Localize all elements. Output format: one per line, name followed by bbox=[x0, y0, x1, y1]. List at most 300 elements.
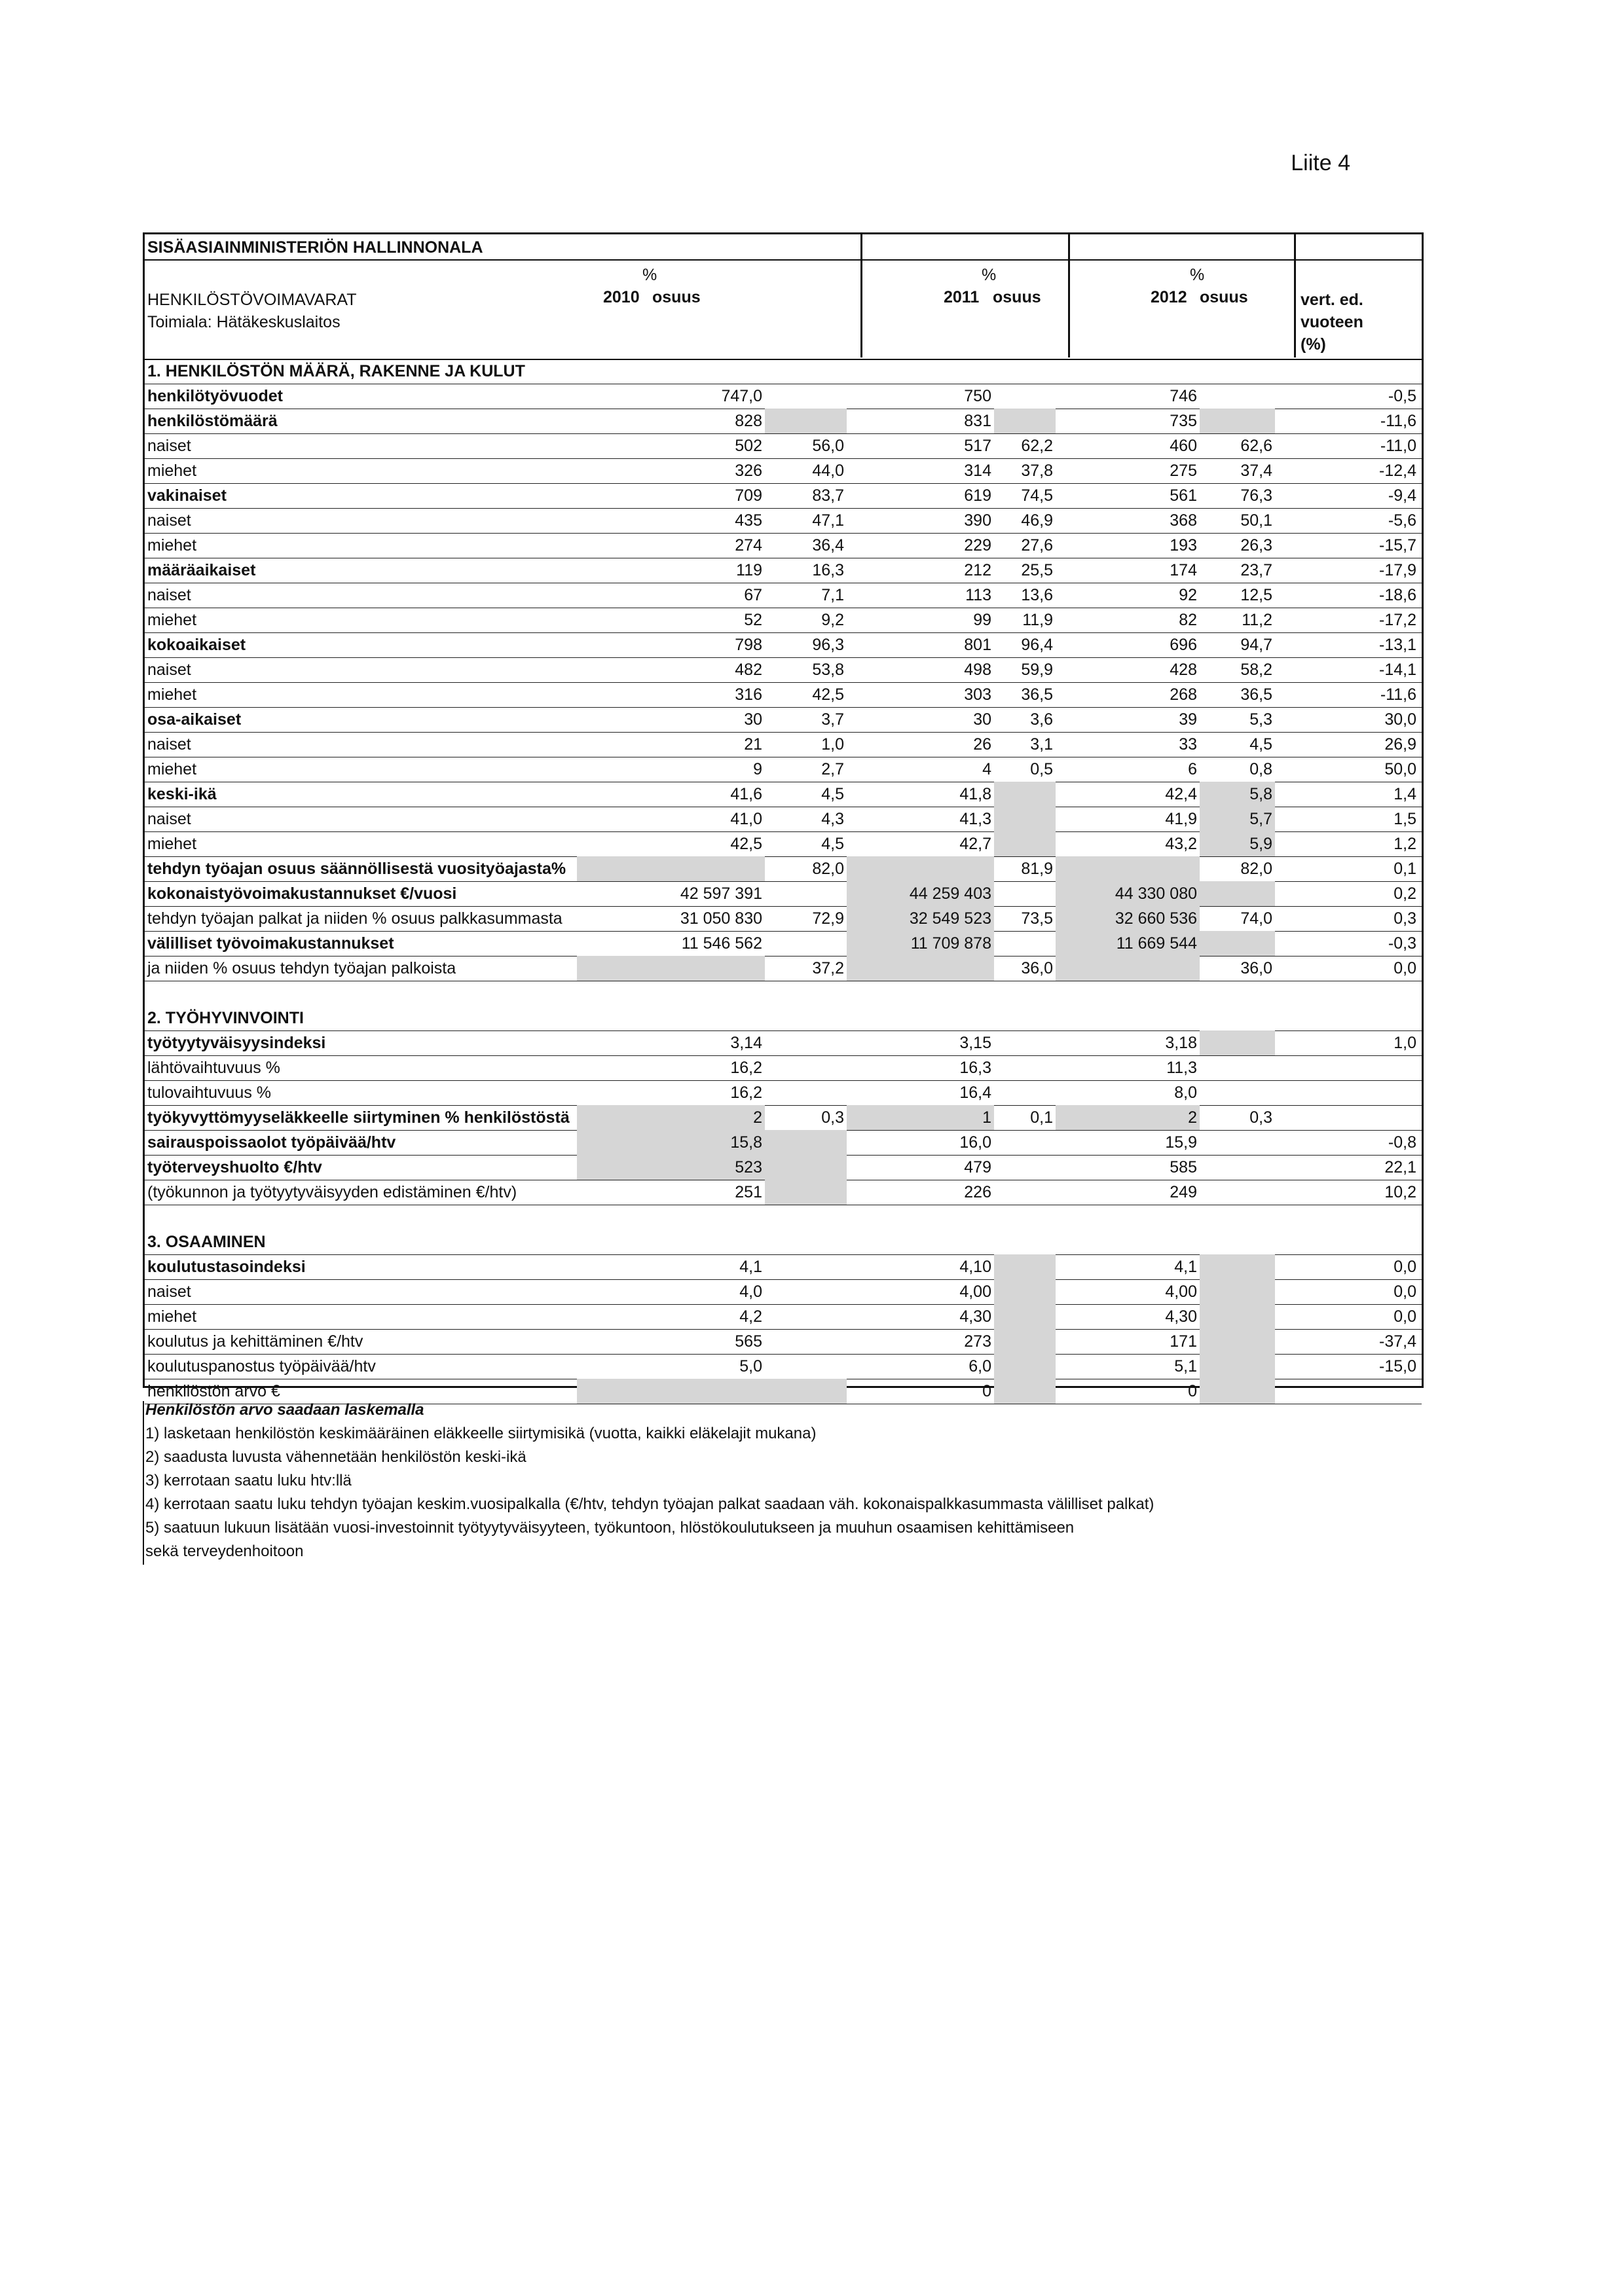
cell-vert: -11,0 bbox=[1380, 437, 1416, 455]
cell-p2010: 4,5 bbox=[821, 835, 844, 853]
row-label: miehet bbox=[147, 536, 197, 555]
cell-vert: -12,4 bbox=[1379, 462, 1416, 480]
table-row bbox=[145, 1105, 1422, 1130]
cell-v2012: 368 bbox=[1170, 511, 1197, 530]
row-label: osa-aikaiset bbox=[147, 710, 242, 729]
section-title: 3. OSAAMINEN bbox=[147, 1233, 266, 1251]
cell-v2010: 4,2 bbox=[739, 1307, 762, 1326]
table-row bbox=[145, 458, 1422, 483]
cell-p2011 bbox=[994, 1080, 1056, 1105]
cell-v2010: 482 bbox=[735, 661, 762, 679]
cell-v2012: 39 bbox=[1179, 710, 1197, 729]
cell-v2011 bbox=[847, 856, 994, 881]
cell-v2012: 11,3 bbox=[1166, 1059, 1197, 1077]
row-label: naiset bbox=[147, 511, 191, 530]
cell-v2012: 174 bbox=[1170, 561, 1197, 579]
cell-v2012 bbox=[1056, 856, 1200, 881]
table-row bbox=[145, 583, 1422, 608]
section-title-row bbox=[145, 1230, 1422, 1254]
cell-p2010 bbox=[765, 384, 847, 409]
row-label: koulutus ja kehittäminen €/htv bbox=[147, 1332, 363, 1351]
cell-p2012 bbox=[1200, 409, 1275, 433]
note-line: 4) kerrotaan saatu luku tehdyn työajan keskim.vuosipalkalla (€/htv, tehdyn työajan palkat saadaan väh. kokonaispalkkasummasta välilliset palkat) bbox=[145, 1495, 1154, 1513]
table-row bbox=[145, 1055, 1422, 1080]
cell-v2012: 561 bbox=[1170, 486, 1197, 505]
cell-p2011 bbox=[994, 881, 1056, 906]
cell-p2011: 25,5 bbox=[1021, 561, 1053, 579]
note-line: 5) saatuun lukuun lisätään vuosi-investoinnit työtyytyväisyyteen, työkuntoon, hlöstökoulutukseen ja muuhun osaamisen kehittämiseen bbox=[145, 1519, 1075, 1537]
row-label: sairauspoissaolot työpäivää/htv bbox=[147, 1133, 396, 1152]
year-header-2012: 2012 bbox=[1151, 288, 1187, 306]
table-row bbox=[145, 956, 1422, 981]
cell-v2011: 16,3 bbox=[959, 1059, 991, 1077]
cell-vert: -0,3 bbox=[1388, 934, 1416, 953]
cell-v2012: 32 660 536 bbox=[1056, 906, 1200, 931]
report-title: HENKILÖSTÖVOIMAVARAT bbox=[147, 291, 357, 309]
row-label: miehet bbox=[147, 685, 197, 704]
cell-p2012: 58,2 bbox=[1240, 661, 1272, 679]
table-row bbox=[145, 807, 1422, 831]
notes-margin-line bbox=[143, 1401, 144, 1565]
cell-p2010 bbox=[765, 1254, 847, 1279]
cell-p2012: 12,5 bbox=[1240, 586, 1272, 604]
cell-vert: -14,1 bbox=[1379, 661, 1416, 679]
cell-vert: 22,1 bbox=[1384, 1158, 1416, 1176]
cell-v2012: 249 bbox=[1170, 1183, 1197, 1201]
cell-p2010: 56,0 bbox=[812, 437, 844, 455]
cell-v2011: 619 bbox=[964, 486, 991, 505]
cell-v2010: 316 bbox=[735, 685, 762, 704]
cell-v2012: 3,18 bbox=[1165, 1034, 1197, 1052]
table-row bbox=[145, 1180, 1422, 1205]
row-label: tehdyn työajan osuus säännöllisestä vuosityöajasta% bbox=[147, 860, 566, 878]
cell-p2010: 16,3 bbox=[812, 561, 844, 579]
cell-p2012: 50,1 bbox=[1240, 511, 1272, 530]
cell-v2010: 4,1 bbox=[739, 1258, 762, 1276]
cell-v2011: 16,4 bbox=[959, 1084, 991, 1102]
cell-p2011: 36,5 bbox=[1021, 685, 1053, 704]
row-label: naiset bbox=[147, 1283, 191, 1301]
cell-p2010: 0,3 bbox=[821, 1108, 844, 1127]
cell-v2010: 251 bbox=[735, 1183, 762, 1201]
cell-p2011: 59,9 bbox=[1021, 661, 1053, 679]
cell-p2011 bbox=[994, 807, 1056, 831]
cell-p2011: 13,6 bbox=[1021, 586, 1053, 604]
cell-v2011: 42,7 bbox=[959, 835, 991, 853]
cell-p2012 bbox=[1200, 1329, 1275, 1354]
cell-v2012: 33 bbox=[1179, 735, 1197, 754]
cell-v2011: 41,3 bbox=[959, 810, 991, 828]
cell-v2011: 4,30 bbox=[959, 1307, 991, 1326]
pct-header-2012: % bbox=[1190, 266, 1205, 284]
row-label: koulutustasoindeksi bbox=[147, 1258, 306, 1276]
cell-p2012 bbox=[1200, 1155, 1275, 1180]
cell-p2012 bbox=[1200, 1279, 1275, 1304]
cell-p2010 bbox=[765, 1180, 847, 1205]
table-row bbox=[145, 757, 1422, 782]
cell-v2010: 52 bbox=[744, 611, 762, 629]
cell-v2011: 26 bbox=[973, 735, 991, 754]
personnel-resources-table bbox=[143, 232, 1424, 1400]
cell-v2012: 428 bbox=[1170, 661, 1197, 679]
cell-p2011: 11,9 bbox=[1022, 611, 1053, 629]
cell-v2011: 390 bbox=[964, 511, 991, 530]
cell-p2011 bbox=[994, 1180, 1056, 1205]
cell-p2010: 37,2 bbox=[812, 959, 844, 977]
col-divider-vert bbox=[1294, 234, 1296, 357]
cell-vert: -11,6 bbox=[1380, 412, 1416, 430]
cell-p2010 bbox=[765, 1379, 847, 1404]
cell-v2010: 16,2 bbox=[730, 1059, 762, 1077]
cell-p2010 bbox=[765, 881, 847, 906]
table-row bbox=[145, 856, 1422, 881]
table-row bbox=[145, 608, 1422, 632]
cell-vert: -9,4 bbox=[1388, 486, 1416, 505]
cell-vert: -17,9 bbox=[1379, 561, 1416, 579]
cell-v2010: 5,0 bbox=[739, 1357, 762, 1376]
row-label: miehet bbox=[147, 760, 197, 778]
cell-v2010: 828 bbox=[735, 412, 762, 430]
cell-v2011: 41,8 bbox=[959, 785, 991, 803]
cell-v2012: 460 bbox=[1170, 437, 1197, 455]
cell-v2010: 15,8 bbox=[577, 1130, 765, 1155]
table-row bbox=[145, 682, 1422, 707]
cell-p2012 bbox=[1200, 1304, 1275, 1329]
cell-v2011: 801 bbox=[964, 636, 991, 654]
cell-p2010 bbox=[765, 1155, 847, 1180]
cell-p2011: 46,9 bbox=[1021, 511, 1053, 530]
cell-p2010 bbox=[765, 1279, 847, 1304]
cell-v2011: 273 bbox=[964, 1332, 991, 1351]
row-label: vakinaiset bbox=[147, 486, 227, 505]
table-row bbox=[145, 782, 1422, 807]
row-label: koulutuspanostus työpäivää/htv bbox=[147, 1357, 376, 1376]
cell-vert: 50,0 bbox=[1384, 760, 1416, 778]
cell-v2010: 326 bbox=[735, 462, 762, 480]
header-divider bbox=[145, 259, 1422, 261]
cell-p2011 bbox=[994, 1254, 1056, 1279]
cell-vert: 26,9 bbox=[1384, 735, 1416, 754]
cell-p2012: 0,8 bbox=[1249, 760, 1272, 778]
cell-v2010: 41,6 bbox=[730, 785, 762, 803]
cell-v2011: 479 bbox=[964, 1158, 991, 1176]
table-row bbox=[145, 732, 1422, 757]
cell-vert: 0,2 bbox=[1393, 884, 1416, 903]
cell-vert: 1,0 bbox=[1393, 1034, 1416, 1052]
cell-p2012 bbox=[1200, 931, 1275, 956]
cell-p2012: 62,6 bbox=[1240, 437, 1272, 455]
cell-p2011 bbox=[994, 1354, 1056, 1379]
row-label: naiset bbox=[147, 810, 191, 828]
table-row bbox=[145, 1329, 1422, 1354]
table-row bbox=[145, 1379, 1422, 1404]
cell-p2010: 47,1 bbox=[812, 511, 844, 530]
cell-p2010: 36,4 bbox=[812, 536, 844, 555]
cell-p2011 bbox=[994, 1379, 1056, 1404]
cell-v2011: 1 bbox=[847, 1105, 994, 1130]
cell-vert: 0,3 bbox=[1393, 909, 1416, 928]
table-row bbox=[145, 707, 1422, 732]
cell-p2011: 27,6 bbox=[1021, 536, 1053, 555]
cell-vert bbox=[1275, 1379, 1419, 1404]
row-label: tehdyn työajan palkat ja niiden % osuus palkkasummasta bbox=[147, 909, 563, 928]
table-row bbox=[145, 1354, 1422, 1379]
row-label: työterveyshuolto €/htv bbox=[147, 1158, 322, 1176]
table-row bbox=[145, 533, 1422, 558]
pct-header-2011: % bbox=[982, 266, 997, 284]
row-label: tulovaihtuvuus % bbox=[147, 1084, 272, 1102]
cell-p2011 bbox=[994, 384, 1056, 409]
row-label: henkilöstön arvo € bbox=[147, 1382, 280, 1400]
year-header-2011: 2011 bbox=[944, 288, 980, 306]
section-title-row bbox=[145, 359, 1422, 384]
cell-p2011: 96,4 bbox=[1021, 636, 1053, 654]
cell-v2011: 498 bbox=[964, 661, 991, 679]
cell-v2010: 523 bbox=[577, 1155, 765, 1180]
cell-p2011 bbox=[994, 931, 1056, 956]
cell-p2010 bbox=[765, 1354, 847, 1379]
cell-p2012: 5,7 bbox=[1200, 807, 1275, 831]
row-label: työtyytyväisyysindeksi bbox=[147, 1034, 326, 1052]
cell-p2011 bbox=[994, 1155, 1056, 1180]
table-row bbox=[145, 558, 1422, 583]
cell-vert: 0,0 bbox=[1393, 959, 1416, 977]
cell-vert: 1,5 bbox=[1393, 810, 1416, 828]
cell-v2011: 4 bbox=[982, 760, 991, 778]
cell-v2012: 43,2 bbox=[1165, 835, 1197, 853]
cell-v2010: 119 bbox=[736, 561, 762, 579]
row-label: miehet bbox=[147, 462, 197, 480]
cell-v2010: 21 bbox=[744, 735, 762, 754]
cell-p2010: 72,9 bbox=[812, 909, 844, 928]
cell-v2011 bbox=[847, 956, 994, 981]
cell-p2010 bbox=[765, 931, 847, 956]
cell-p2011: 62,2 bbox=[1021, 437, 1053, 455]
note-line: 3) kerrotaan saatu luku htv:llä bbox=[145, 1472, 352, 1489]
cell-v2012: 746 bbox=[1170, 387, 1197, 405]
cell-vert: -17,2 bbox=[1379, 611, 1416, 629]
cell-v2011: 30 bbox=[973, 710, 991, 729]
notes-title: Henkilöstön arvo saadaan laskemalla bbox=[145, 1401, 424, 1419]
cell-p2010: 44,0 bbox=[812, 462, 844, 480]
osuus-header-2011: osuus bbox=[993, 288, 1041, 306]
cell-v2010: 42 597 391 bbox=[680, 884, 762, 903]
vert-header-line1: vert. ed. bbox=[1301, 291, 1363, 309]
cell-p2012: 37,4 bbox=[1240, 462, 1272, 480]
cell-p2011 bbox=[994, 831, 1056, 856]
row-label: kokonaistyövoimakustannukset €/vuosi bbox=[147, 884, 457, 903]
cell-p2010: 3,7 bbox=[821, 710, 844, 729]
cell-p2012: 5,8 bbox=[1200, 782, 1275, 807]
cell-v2012: 0 bbox=[1188, 1382, 1197, 1400]
col-divider-2011 bbox=[860, 234, 862, 357]
cell-v2012: 4,00 bbox=[1165, 1283, 1197, 1301]
cell-v2011: 6,0 bbox=[969, 1357, 991, 1376]
table-row bbox=[145, 632, 1422, 657]
cell-p2012 bbox=[1200, 1030, 1275, 1055]
cell-p2011 bbox=[994, 1279, 1056, 1304]
note-line: sekä terveydenhoitoon bbox=[145, 1542, 304, 1560]
cell-v2011: 229 bbox=[964, 536, 991, 555]
table-row bbox=[145, 881, 1422, 906]
cell-p2011 bbox=[994, 782, 1056, 807]
cell-p2011 bbox=[994, 1304, 1056, 1329]
table-row bbox=[145, 384, 1422, 409]
table-row bbox=[145, 1130, 1422, 1155]
table-row bbox=[145, 931, 1422, 956]
cell-p2010 bbox=[765, 1030, 847, 1055]
row-label: naiset bbox=[147, 735, 191, 754]
cell-p2010: 1,0 bbox=[821, 735, 844, 754]
cell-v2012 bbox=[1056, 956, 1200, 981]
row-label: naiset bbox=[147, 586, 191, 604]
row-label: kokoaikaiset bbox=[147, 636, 246, 654]
cell-v2010: 41,0 bbox=[730, 810, 762, 828]
cell-v2012: 585 bbox=[1170, 1158, 1197, 1176]
cell-v2011: 113 bbox=[965, 586, 991, 604]
row-label: keski-ikä bbox=[147, 785, 217, 803]
cell-p2012 bbox=[1200, 1055, 1275, 1080]
cell-v2012: 8,0 bbox=[1174, 1084, 1197, 1102]
cell-v2010: 565 bbox=[735, 1332, 762, 1351]
cell-v2012: 42,4 bbox=[1165, 785, 1197, 803]
cell-v2012: 171 bbox=[1170, 1332, 1197, 1351]
cell-vert: -5,6 bbox=[1388, 511, 1416, 530]
cell-v2010: 30 bbox=[744, 710, 762, 729]
row-label: naiset bbox=[147, 661, 191, 679]
cell-v2011: 4,00 bbox=[959, 1283, 991, 1301]
cell-p2011 bbox=[994, 409, 1056, 433]
table-row bbox=[145, 1279, 1422, 1304]
cell-v2012: 15,9 bbox=[1165, 1133, 1197, 1152]
cell-p2012: 74,0 bbox=[1240, 909, 1272, 928]
cell-v2010: 16,2 bbox=[730, 1084, 762, 1102]
table-row bbox=[145, 1030, 1422, 1055]
cell-vert: 0,1 bbox=[1393, 860, 1416, 878]
row-label: henkilötyövuodet bbox=[147, 387, 283, 405]
row-label: naiset bbox=[147, 437, 191, 455]
cell-p2011 bbox=[994, 1030, 1056, 1055]
pct-header-2010: % bbox=[642, 266, 657, 284]
row-label: miehet bbox=[147, 1307, 197, 1326]
cell-p2012 bbox=[1200, 1354, 1275, 1379]
cell-p2010: 7,1 bbox=[821, 586, 844, 604]
cell-p2011: 74,5 bbox=[1021, 486, 1053, 505]
cell-v2011: 0 bbox=[982, 1382, 991, 1400]
cell-p2010: 83,7 bbox=[812, 486, 844, 505]
osuus-header-2012: osuus bbox=[1200, 288, 1248, 306]
cell-p2012 bbox=[1200, 1254, 1275, 1279]
cell-v2012: 6 bbox=[1188, 760, 1197, 778]
cell-v2011: 314 bbox=[964, 462, 991, 480]
cell-p2012: 5,3 bbox=[1249, 710, 1272, 729]
cell-v2010: 3,14 bbox=[730, 1034, 762, 1052]
cell-p2011: 36,0 bbox=[1021, 959, 1053, 977]
cell-vert: 1,2 bbox=[1393, 835, 1416, 853]
cell-p2012: 36,5 bbox=[1240, 685, 1272, 704]
cell-p2010 bbox=[765, 1304, 847, 1329]
cell-p2012: 36,0 bbox=[1240, 959, 1272, 977]
cell-p2012 bbox=[1200, 1130, 1275, 1155]
cell-v2012: 275 bbox=[1170, 462, 1197, 480]
cell-v2011: 99 bbox=[973, 611, 991, 629]
cell-vert: -18,6 bbox=[1379, 586, 1416, 604]
cell-p2012 bbox=[1200, 1379, 1275, 1404]
row-label: (työkunnon ja työtyytyväisyyden edistäminen €/htv) bbox=[147, 1183, 517, 1201]
cell-vert: 30,0 bbox=[1384, 710, 1416, 729]
cell-v2011: 44 259 403 bbox=[847, 881, 994, 906]
cell-p2011: 73,5 bbox=[1021, 909, 1053, 928]
cell-v2010: 502 bbox=[735, 437, 762, 455]
cell-v2011: 11 709 878 bbox=[847, 931, 994, 956]
table-row bbox=[145, 483, 1422, 508]
cell-p2012: 76,3 bbox=[1240, 486, 1272, 505]
cell-p2010: 53,8 bbox=[812, 661, 844, 679]
cell-p2010: 4,5 bbox=[821, 785, 844, 803]
cell-v2012: 5,1 bbox=[1174, 1357, 1197, 1376]
cell-p2012: 4,5 bbox=[1249, 735, 1272, 754]
cell-vert: 1,4 bbox=[1393, 785, 1416, 803]
cell-p2012: 94,7 bbox=[1240, 636, 1272, 654]
row-label: määräaikaiset bbox=[147, 561, 256, 579]
cell-p2011 bbox=[994, 1329, 1056, 1354]
cell-p2010: 4,3 bbox=[821, 810, 844, 828]
cell-vert bbox=[1275, 1105, 1419, 1130]
table-row bbox=[145, 1155, 1422, 1180]
cell-p2011 bbox=[994, 1055, 1056, 1080]
cell-p2010: 9,2 bbox=[821, 611, 844, 629]
cell-v2010: 798 bbox=[735, 636, 762, 654]
note-line: 2) saadusta luvusta vähennetään henkilöstön keski-ikä bbox=[145, 1448, 526, 1466]
cell-p2012: 82,0 bbox=[1240, 860, 1272, 878]
cell-vert: -37,4 bbox=[1379, 1332, 1416, 1351]
cell-vert: -0,8 bbox=[1388, 1133, 1416, 1152]
row-label: välilliset työvoimakustannukset bbox=[147, 934, 394, 953]
cell-v2010 bbox=[577, 856, 765, 881]
cell-p2011: 3,6 bbox=[1030, 710, 1053, 729]
section-title: 2. TYÖHYVINVOINTI bbox=[147, 1009, 304, 1027]
table-row bbox=[145, 409, 1422, 433]
cell-vert bbox=[1275, 1055, 1419, 1080]
agency-name: Toimiala: Hätäkeskuslaitos bbox=[147, 313, 341, 331]
cell-p2012: 26,3 bbox=[1240, 536, 1272, 555]
cell-v2011: 4,10 bbox=[959, 1258, 991, 1276]
cell-v2011: 212 bbox=[964, 561, 991, 579]
cell-p2011 bbox=[994, 1130, 1056, 1155]
cell-v2012: 92 bbox=[1179, 586, 1197, 604]
cell-p2010 bbox=[765, 409, 847, 433]
cell-v2010: 274 bbox=[735, 536, 762, 555]
table-row bbox=[145, 1304, 1422, 1329]
cell-p2010 bbox=[765, 1055, 847, 1080]
cell-v2012: 4,30 bbox=[1165, 1307, 1197, 1326]
table-row bbox=[145, 1080, 1422, 1105]
cell-v2012: 268 bbox=[1170, 685, 1197, 704]
row-label: lähtövaihtuvuus % bbox=[147, 1059, 280, 1077]
table-row bbox=[145, 657, 1422, 682]
section-title: 1. HENKILÖSTÖN MÄÄRÄ, RAKENNE JA KULUT bbox=[147, 362, 525, 380]
row-label: miehet bbox=[147, 835, 197, 853]
cell-v2011: 226 bbox=[964, 1183, 991, 1201]
cell-p2011: 3,1 bbox=[1030, 735, 1053, 754]
vert-header-line2: vuoteen bbox=[1301, 313, 1363, 331]
page-label: Liite 4 bbox=[1291, 151, 1350, 175]
table-row bbox=[145, 1254, 1422, 1279]
cell-v2011: 831 bbox=[964, 412, 991, 430]
cell-v2010: 67 bbox=[744, 586, 762, 604]
cell-p2012: 11,2 bbox=[1242, 611, 1272, 629]
cell-v2011: 517 bbox=[964, 437, 991, 455]
